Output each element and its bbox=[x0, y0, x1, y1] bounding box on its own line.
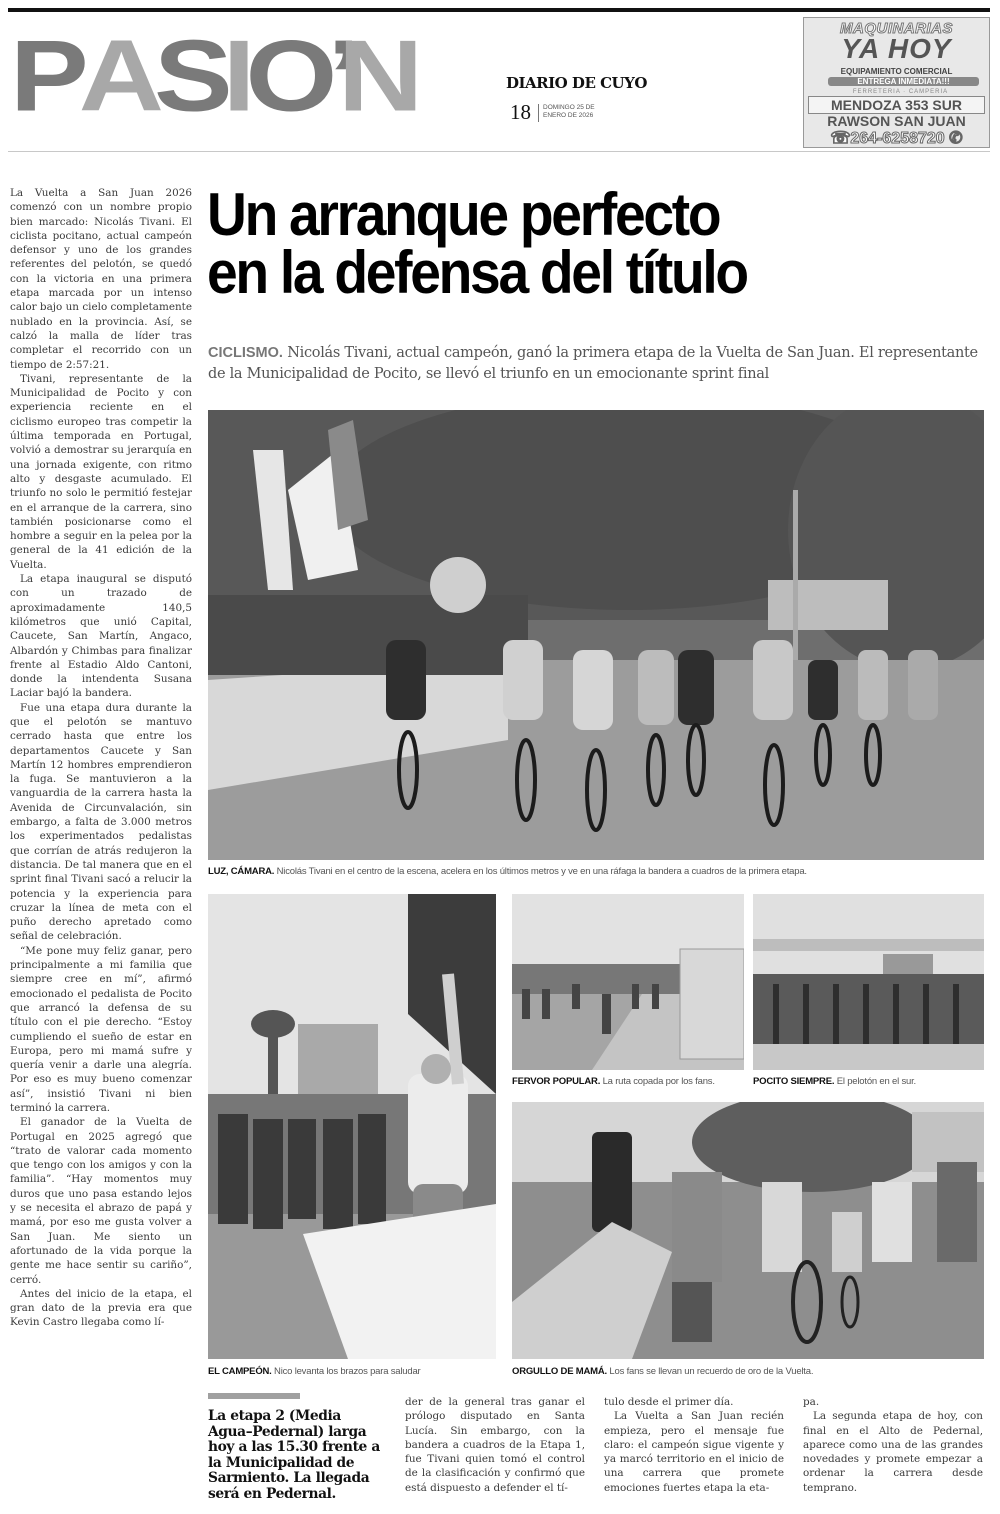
article-column-4 bbox=[803, 1395, 983, 1495]
section-logo-pasion bbox=[10, 19, 480, 133]
caption-pocito bbox=[753, 1076, 916, 1087]
caption-label: EL CAMPEÓN. bbox=[208, 1366, 272, 1377]
kicker-label: CICLISMO. bbox=[208, 345, 283, 361]
champion-photo-image bbox=[208, 894, 496, 1359]
caption-label: POCITO SIEMPRE. bbox=[753, 1076, 835, 1087]
photo-fervor-popular bbox=[512, 894, 744, 1070]
caption-champion bbox=[208, 1366, 421, 1377]
ad-brand-top: MAQUINARIAS bbox=[840, 20, 953, 37]
issue-date bbox=[543, 104, 595, 120]
paper-name: DIARIO DE CUYO bbox=[506, 74, 647, 92]
paragraph: La Vuelta a San Juan 2026 comenzó con un nombre propio bien marcado: Nicolás Tivani. El ciclista pocitano, actual campeón defensor y uno de los grandes referentes del pelotón, se quedó con la victoria en una primera etapa marcada por un intenso calor bajo un cielo completamente nublado en la provincia. Así, se calzó la malla de líder tras completar el recorrido con un tiempo de 2:57:21. bbox=[10, 187, 192, 371]
ad-tagline: EQUIPAMIENTO COMERCIAL bbox=[840, 67, 953, 76]
logo-letter: P bbox=[10, 19, 79, 133]
caption-mama bbox=[512, 1366, 813, 1377]
article-column-2 bbox=[405, 1395, 585, 1495]
logo-letter: I bbox=[222, 19, 246, 133]
photo-sprint-finish bbox=[208, 410, 984, 860]
caption-label: LUZ, CÁMARA. bbox=[208, 866, 275, 877]
photo-pocito-siempre bbox=[753, 894, 984, 1070]
advertisement-maquinarias-ya-hoy[interactable] bbox=[803, 17, 990, 148]
ad-brand: YA HOY bbox=[841, 33, 952, 64]
ad-categories: FERRETERIA · CAMPERIA bbox=[852, 89, 949, 95]
pocito-photo-image bbox=[753, 894, 984, 1070]
paragraph: “Me pone muy feliz ganar, pero principalmente a mi familia que siempre cree en mí”, afirmó emocionado el pedalista de Pocito que arrancó la defensa de su título con el pie derecho. “Estoy cumpliendo el sueño de estar en Europa, pero mi mamá sufre y quería venir a darle una alegría. Por eso es muy bueno comenzar así”, insistió Tivani ni bien terminó la carrera. bbox=[10, 944, 192, 1114]
ad-address: MENDOZA 353 SUR bbox=[808, 96, 985, 114]
date-separator bbox=[538, 104, 539, 122]
mama-photo-image bbox=[512, 1102, 984, 1359]
masthead-divider bbox=[8, 151, 990, 152]
logo-letter: ’ bbox=[327, 19, 339, 133]
photo-orgullo-de-mama bbox=[512, 1102, 984, 1359]
caption-text: El pelotón en el sur. bbox=[834, 1076, 916, 1087]
article-deck bbox=[208, 343, 998, 385]
article-headline bbox=[207, 181, 934, 306]
photo-champion-podium bbox=[208, 894, 496, 1359]
top-rule bbox=[8, 8, 990, 12]
logo-letter: A bbox=[78, 19, 154, 133]
sidebar-stage-2-info: La etapa 2 (Media Agua–Pedernal) larga hoy a las 15.30 frente a la Municipalidad de Sarmiento. La llegada será en Pedernal. bbox=[208, 1408, 380, 1502]
caption-text: Los fans se llevan un recuerdo de oro de la Vuelta. bbox=[606, 1366, 814, 1377]
fervor-photo-image bbox=[512, 894, 744, 1070]
sidebar-rule bbox=[208, 1393, 300, 1399]
ad-city: RAWSON SAN JUAN bbox=[827, 113, 966, 129]
caption-main-photo bbox=[208, 866, 807, 877]
headline-line: en la defensa del título bbox=[207, 239, 747, 306]
caption-text: Nico levanta los brazos para saludar bbox=[271, 1366, 421, 1377]
paragraph: La segunda etapa de hoy, con final en el Alto de Pedernal, aparece como una de las grandes novedades y promete empezar a ordenar la carrera desde temprano. bbox=[803, 1410, 983, 1494]
paragraph: Fue una etapa dura durante la que el pelotón se mantuvo cerrado hasta que entre los departamentos Caucete y San Martín 12 hombres emprendieron la fuga. Se mantuvieron a la vanguardia de la carrera hasta la Avenida de Circunvalación, sin embargo, a falta de 3.000 metros los experimentados pedalistas que corrían de atrás redujeron la distancia. De tal manera que en el sprint final Tivani sacó a relucir la potencia y la experiencia para cruzar la línea de meta con el puño derecho apretado como señal de celebración. bbox=[10, 701, 192, 943]
logo-letter: N bbox=[338, 19, 414, 133]
paragraph: Antes del inicio de la etapa, el gran dato de la previa era que Kevin Castro llegaba como lí- bbox=[10, 1287, 192, 1329]
paragraph: La Vuelta a San Juan recién empieza, pero el mensaje fue claro: el campeón sigue vigente y ya marcó territorio en el inicio de una carrera que promete emociones fuertes etapa la eta- bbox=[604, 1410, 784, 1494]
paragraph: La etapa inaugural se disputó con un trazado de aproximadamente 140,5 kilómetros que unió Capital, Caucete, San Martín, Angaco, Albardón y Chimbas para finalizar frente al Estadio Aldo Cantoni, donde la intendenta Susana Laciar bajó la bandera. bbox=[10, 573, 192, 700]
paragraph: pa. bbox=[803, 1396, 820, 1408]
sprint-photo-image bbox=[208, 410, 984, 860]
article-column-3 bbox=[604, 1395, 784, 1495]
page-number: 18 bbox=[510, 100, 531, 124]
logo-letter: O bbox=[245, 19, 328, 133]
deck-text: Nicolás Tivani, actual campeón, ganó la primera etapa de la Vuelta de San Juan. El representante de la Municipalidad de Pocito, se llevó el triunfo en un emocionante sprint final bbox=[208, 345, 978, 382]
paragraph: Tivani, representante de la Municipalidad de Pocito y con experiencia reciente en el ciclismo europeo tras competir la última temporada en Portugal, volvió a demostrar su jerarquía en una jornada exigente, con ritmo alto y desgaste acumulado. El triunfo no solo le permitió festejar en el arranque de la carrera, sino también posicionarse como el hombre a seguir en la pelea por la general de la 41 edición de la Vuelta. bbox=[10, 372, 192, 571]
paragraph: der de la general tras ganar el prólogo disputado en Santa Lucía. Sin embargo, con la bandera a cuadros de la Etapa 1, fue Tivani quien tomó el control de la clasificación y confirmó que está dispuesto a defender el tí- bbox=[405, 1396, 585, 1494]
date-line: DOMINGO 25 DE bbox=[543, 104, 595, 111]
caption-label: ORGULLO DE MAMÁ. bbox=[512, 1366, 607, 1377]
caption-label: FERVOR POPULAR. bbox=[512, 1076, 601, 1087]
paragraph: El ganador de la Vuelta de Portugal en 2025 agregó que “trato de valorar cada momento que tengo con los amigos y con la familia”. “Hay momentos muy duros que uno pasa estando lejos y se necesita el abrazo de papá y mamá, por eso me gusta volver a San Juan. Me siento un afortunado de la vida porque la gente me hace sentir su cariño”, cerró. bbox=[10, 1116, 192, 1286]
headline-line: Un arranque perfecto bbox=[207, 181, 720, 248]
date-line: ENERO DE 2026 bbox=[543, 112, 594, 119]
ad-delivery: ENTREGA INMEDIATA!!! bbox=[828, 77, 979, 86]
caption-text: La ruta copada por los fans. bbox=[600, 1076, 715, 1087]
article-column-left bbox=[10, 186, 192, 1330]
caption-text: Nicolás Tivani en el centro de la escena, acelera en los últimos metros y ve en una ráfaga la bandera a cuadros de la primera etapa. bbox=[274, 866, 807, 877]
caption-fervor bbox=[512, 1076, 715, 1087]
logo-letter: S bbox=[153, 19, 223, 133]
paragraph: tulo desde el primer día. bbox=[604, 1396, 734, 1408]
ad-phone: ☎264-6258720 ✆ bbox=[830, 130, 963, 147]
